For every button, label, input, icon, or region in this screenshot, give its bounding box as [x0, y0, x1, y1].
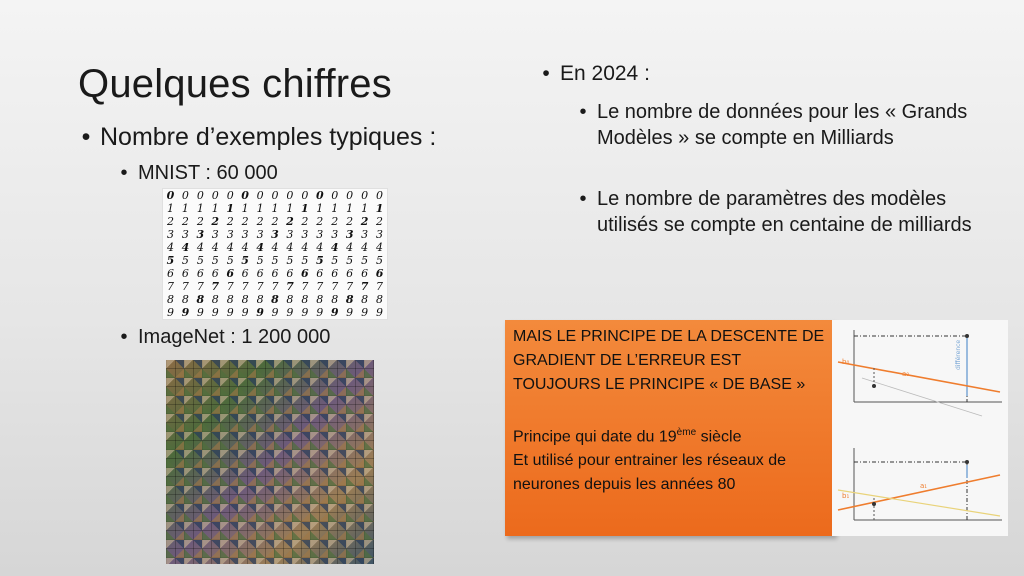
mnist-digit: 2 [256, 215, 264, 228]
mnist-digit: 3 [316, 228, 324, 241]
mnist-digit: 4 [211, 241, 219, 254]
mnist-digit: 4 [241, 241, 249, 254]
mnist-digit: 5 [226, 254, 234, 267]
mnist-digit: 6 [271, 267, 279, 280]
mnist-digit: 8 [166, 293, 174, 306]
mnist-digit: 7 [256, 280, 264, 293]
mnist-digit: 6 [286, 267, 294, 280]
slide-title: Quelques chiffres [78, 62, 392, 106]
callout-superscript: ème [676, 427, 697, 438]
mnist-digit: 1 [375, 202, 384, 215]
mnist-digit: 0 [196, 189, 204, 202]
mnist-digit: 1 [301, 202, 309, 215]
callout-line-2: Et utilisé pour entrainer les réseaux de neurones depuis les années 80 [513, 452, 787, 494]
callout-line-1-post: siècle [696, 428, 742, 446]
mnist-digit: 9 [211, 306, 219, 319]
mnist-digit: 9 [271, 306, 279, 319]
mnist-digit: 0 [376, 189, 384, 202]
mnist-digit: 2 [181, 215, 189, 228]
mnist-digit: 5 [166, 254, 175, 267]
callout-line-1 [513, 421, 827, 449]
mnist-digit: 3 [376, 228, 384, 241]
mnist-digit: 7 [181, 280, 189, 293]
mnist-digit: 6 [166, 267, 174, 280]
bullet-dot-icon: • [542, 62, 550, 85]
bullet-imagenet [116, 326, 330, 349]
mnist-digit: 0 [301, 189, 309, 202]
mnist-digit: 1 [286, 202, 294, 215]
regression-diagram-svg [832, 320, 1008, 536]
mnist-digit: 1 [211, 202, 219, 215]
mnist-digit: 6 [256, 267, 264, 280]
callout-line-1-pre: Principe qui date du 19 [513, 428, 677, 446]
bullet-dot-icon: • [579, 101, 587, 123]
mnist-digit: 7 [196, 280, 204, 293]
diagram-label-diff: différence [955, 339, 962, 370]
mnist-digit: 1 [361, 202, 369, 215]
mnist-digit: 6 [226, 267, 235, 280]
mnist-digit: 8 [361, 293, 369, 306]
mnist-digit: 3 [226, 228, 234, 241]
mnist-digit: 5 [256, 254, 264, 267]
mnist-digit: 4 [226, 241, 234, 254]
mnist-digit: 2 [226, 215, 234, 228]
mnist-digit: 3 [196, 228, 205, 241]
mnist-digit: 2 [331, 215, 339, 228]
mnist-digit: 2 [286, 215, 294, 228]
mnist-digit: 7 [316, 280, 324, 293]
mnist-digit: 0 [241, 189, 249, 202]
mnist-digit: 9 [346, 306, 354, 319]
mnist-digit: 7 [166, 280, 174, 293]
mnist-digit: 7 [360, 280, 369, 293]
mnist-digit: 0 [226, 189, 234, 202]
mnist-digit: 2 [376, 215, 384, 228]
mnist-digit: 9 [166, 306, 174, 319]
mnist-digit: 0 [361, 189, 369, 202]
mnist-digit: 6 [375, 267, 384, 280]
mnist-digit: 2 [211, 215, 220, 228]
mnist-digit: 8 [376, 293, 384, 306]
mnist-digit: 9 [361, 306, 369, 319]
diagram-label-b0: b₀ [842, 358, 850, 366]
mnist-digit: 8 [181, 293, 189, 306]
mnist-digit: 2 [360, 215, 369, 228]
mnist-digit: 5 [211, 254, 219, 267]
mnist-digit: 9 [181, 306, 190, 319]
mnist-digit: 3 [331, 228, 339, 241]
mnist-digit: 9 [376, 306, 384, 319]
mnist-digit: 1 [346, 202, 354, 215]
diagram-label-a1: a₁ [920, 482, 928, 490]
mnist-digit: 3 [211, 228, 219, 241]
mnist-digit: 8 [256, 293, 264, 306]
bullet-examples [78, 123, 436, 152]
mnist-digit: 2 [241, 215, 249, 228]
mnist-digit: 5 [376, 254, 384, 267]
mnist-digit: 7 [331, 280, 339, 293]
mnist-digit: 5 [196, 254, 204, 267]
mnist-digit: 9 [241, 306, 249, 319]
mnist-digit: 4 [256, 241, 264, 254]
mnist-digit: 9 [330, 306, 339, 319]
bullet-dot-icon: • [579, 188, 587, 210]
mnist-digit: 7 [271, 280, 279, 293]
data-count-text: Le nombre de données pour les « Grands Modèles » se compte en Milliards [597, 101, 968, 149]
mnist-digit: 7 [286, 280, 294, 293]
mnist-digit: 5 [331, 254, 339, 267]
param-count-text: Le nombre de paramètres des modèles utilisés se compte en centaine de milliards [597, 188, 972, 236]
mnist-digit: 5 [286, 254, 294, 267]
mnist-digit: 5 [241, 254, 249, 267]
bullet-mnist [116, 162, 278, 185]
mnist-digit: 6 [361, 267, 369, 280]
mnist-digit: 7 [211, 280, 220, 293]
mnist-digit: 4 [346, 241, 354, 254]
mnist-digit: 9 [256, 306, 264, 319]
mnist-digit: 4 [301, 241, 309, 254]
mnist-digit: 7 [346, 280, 354, 293]
regression-diagram [832, 320, 1008, 536]
mnist-digit: 2 [346, 215, 354, 228]
diagram-label-b1: b₁ [842, 492, 850, 500]
mnist-digit: 7 [376, 280, 384, 293]
mnist-digit: 3 [361, 228, 369, 241]
mnist-digit: 8 [286, 293, 294, 306]
mnist-label: MNIST : 60 000 [138, 162, 278, 184]
bullet-2024 [538, 62, 650, 86]
mnist-digit: 8 [271, 293, 279, 306]
mnist-digit: 6 [241, 267, 249, 280]
mnist-digit: 6 [196, 267, 204, 280]
mnist-digit: 6 [331, 267, 339, 280]
mnist-digits-image [162, 188, 388, 320]
mnist-digit: 3 [181, 228, 189, 241]
callout-heading: MAIS LE PRINCIPE DE LA DESCENTE DE GRADIENT DE L’ERREUR EST TOUJOURS LE PRINCIPE « DE BASE » [513, 328, 825, 393]
mnist-digit: 8 [316, 293, 324, 306]
mnist-digit: 6 [301, 267, 309, 280]
imagenet-label: ImageNet : 1 200 000 [138, 326, 331, 348]
mnist-digit: 0 [331, 189, 339, 202]
mnist-digit: 6 [211, 267, 219, 280]
bullet-data-count [575, 99, 975, 151]
mnist-digit: 1 [331, 202, 339, 215]
mnist-digit: 4 [330, 241, 339, 254]
mnist-digit: 1 [226, 202, 235, 215]
mnist-digit: 8 [331, 293, 339, 306]
diagram-label-a0: a₀ [902, 370, 910, 378]
mnist-digit: 5 [315, 254, 324, 267]
mnist-digit: 8 [226, 293, 234, 306]
mnist-digit: 2 [316, 215, 324, 228]
mnist-digit: 7 [226, 280, 234, 293]
mnist-digit: 4 [316, 241, 324, 254]
mnist-digit: 5 [346, 254, 354, 267]
bullet-dot-icon: • [120, 326, 128, 348]
mnist-digit: 4 [271, 241, 279, 254]
mnist-digit: 3 [241, 228, 249, 241]
mnist-digit: 2 [166, 215, 174, 228]
mnist-digit: 2 [301, 215, 309, 228]
mnist-digit: 8 [345, 293, 354, 306]
mnist-digit: 0 [181, 189, 189, 202]
mnist-digit: 4 [286, 241, 294, 254]
mnist-digit: 1 [196, 202, 204, 215]
mnist-digit: 4 [166, 241, 174, 254]
mnist-digit: 9 [286, 306, 294, 319]
mnist-digit: 1 [256, 202, 264, 215]
mnist-digit: 9 [226, 306, 234, 319]
bullet-examples-text: Nombre d’exemples typiques : [100, 123, 437, 151]
mnist-digit: 5 [361, 254, 369, 267]
mnist-digit: 5 [271, 254, 279, 267]
mnist-digit: 3 [256, 228, 264, 241]
mnist-digit: 3 [286, 228, 294, 241]
mnist-digit: 9 [316, 306, 324, 319]
mnist-digit: 4 [376, 241, 384, 254]
mnist-digit: 1 [166, 202, 174, 215]
mnist-digit: 0 [211, 189, 219, 202]
mnist-digit: 0 [271, 189, 279, 202]
mnist-digit: 1 [181, 202, 189, 215]
mnist-digit: 4 [361, 241, 369, 254]
bullet-dot-icon: • [120, 162, 128, 184]
mnist-digit: 3 [301, 228, 309, 241]
mnist-digit: 5 [301, 254, 309, 267]
mnist-digit: 6 [181, 267, 189, 280]
mnist-digit: 2 [196, 215, 204, 228]
bullet-dot-icon: • [81, 123, 91, 151]
bullet-param-count [575, 186, 975, 238]
mnist-digit: 0 [346, 189, 354, 202]
mnist-digit: 6 [346, 267, 354, 280]
mnist-digit: 9 [301, 306, 309, 319]
mnist-digit: 0 [256, 189, 264, 202]
mnist-digit: 7 [241, 280, 249, 293]
mnist-digit: 4 [181, 241, 190, 254]
mnist-digit: 2 [271, 215, 279, 228]
mnist-digit: 4 [196, 241, 204, 254]
mnist-digit: 7 [301, 280, 309, 293]
mnist-digit: 9 [196, 306, 204, 319]
gradient-descent-callout [505, 320, 835, 536]
mnist-digit: 1 [316, 202, 324, 215]
mnist-digit: 8 [211, 293, 219, 306]
mnist-digit: 8 [301, 293, 309, 306]
mnist-digit: 0 [315, 189, 324, 202]
mnist-digit: 0 [286, 189, 294, 202]
mnist-digit: 8 [241, 293, 249, 306]
year-bullet-text: En 2024 : [560, 62, 650, 85]
mnist-digit: 0 [166, 189, 175, 202]
mnist-digit: 8 [196, 293, 205, 306]
mnist-digit: 1 [271, 202, 279, 215]
mnist-digit: 6 [316, 267, 324, 280]
mnist-digit: 1 [241, 202, 249, 215]
mnist-digit: 3 [271, 228, 279, 241]
mnist-digit: 3 [345, 228, 354, 241]
imagenet-mosaic-image [166, 360, 374, 564]
mnist-digit: 3 [166, 228, 174, 241]
mnist-digit: 5 [181, 254, 189, 267]
